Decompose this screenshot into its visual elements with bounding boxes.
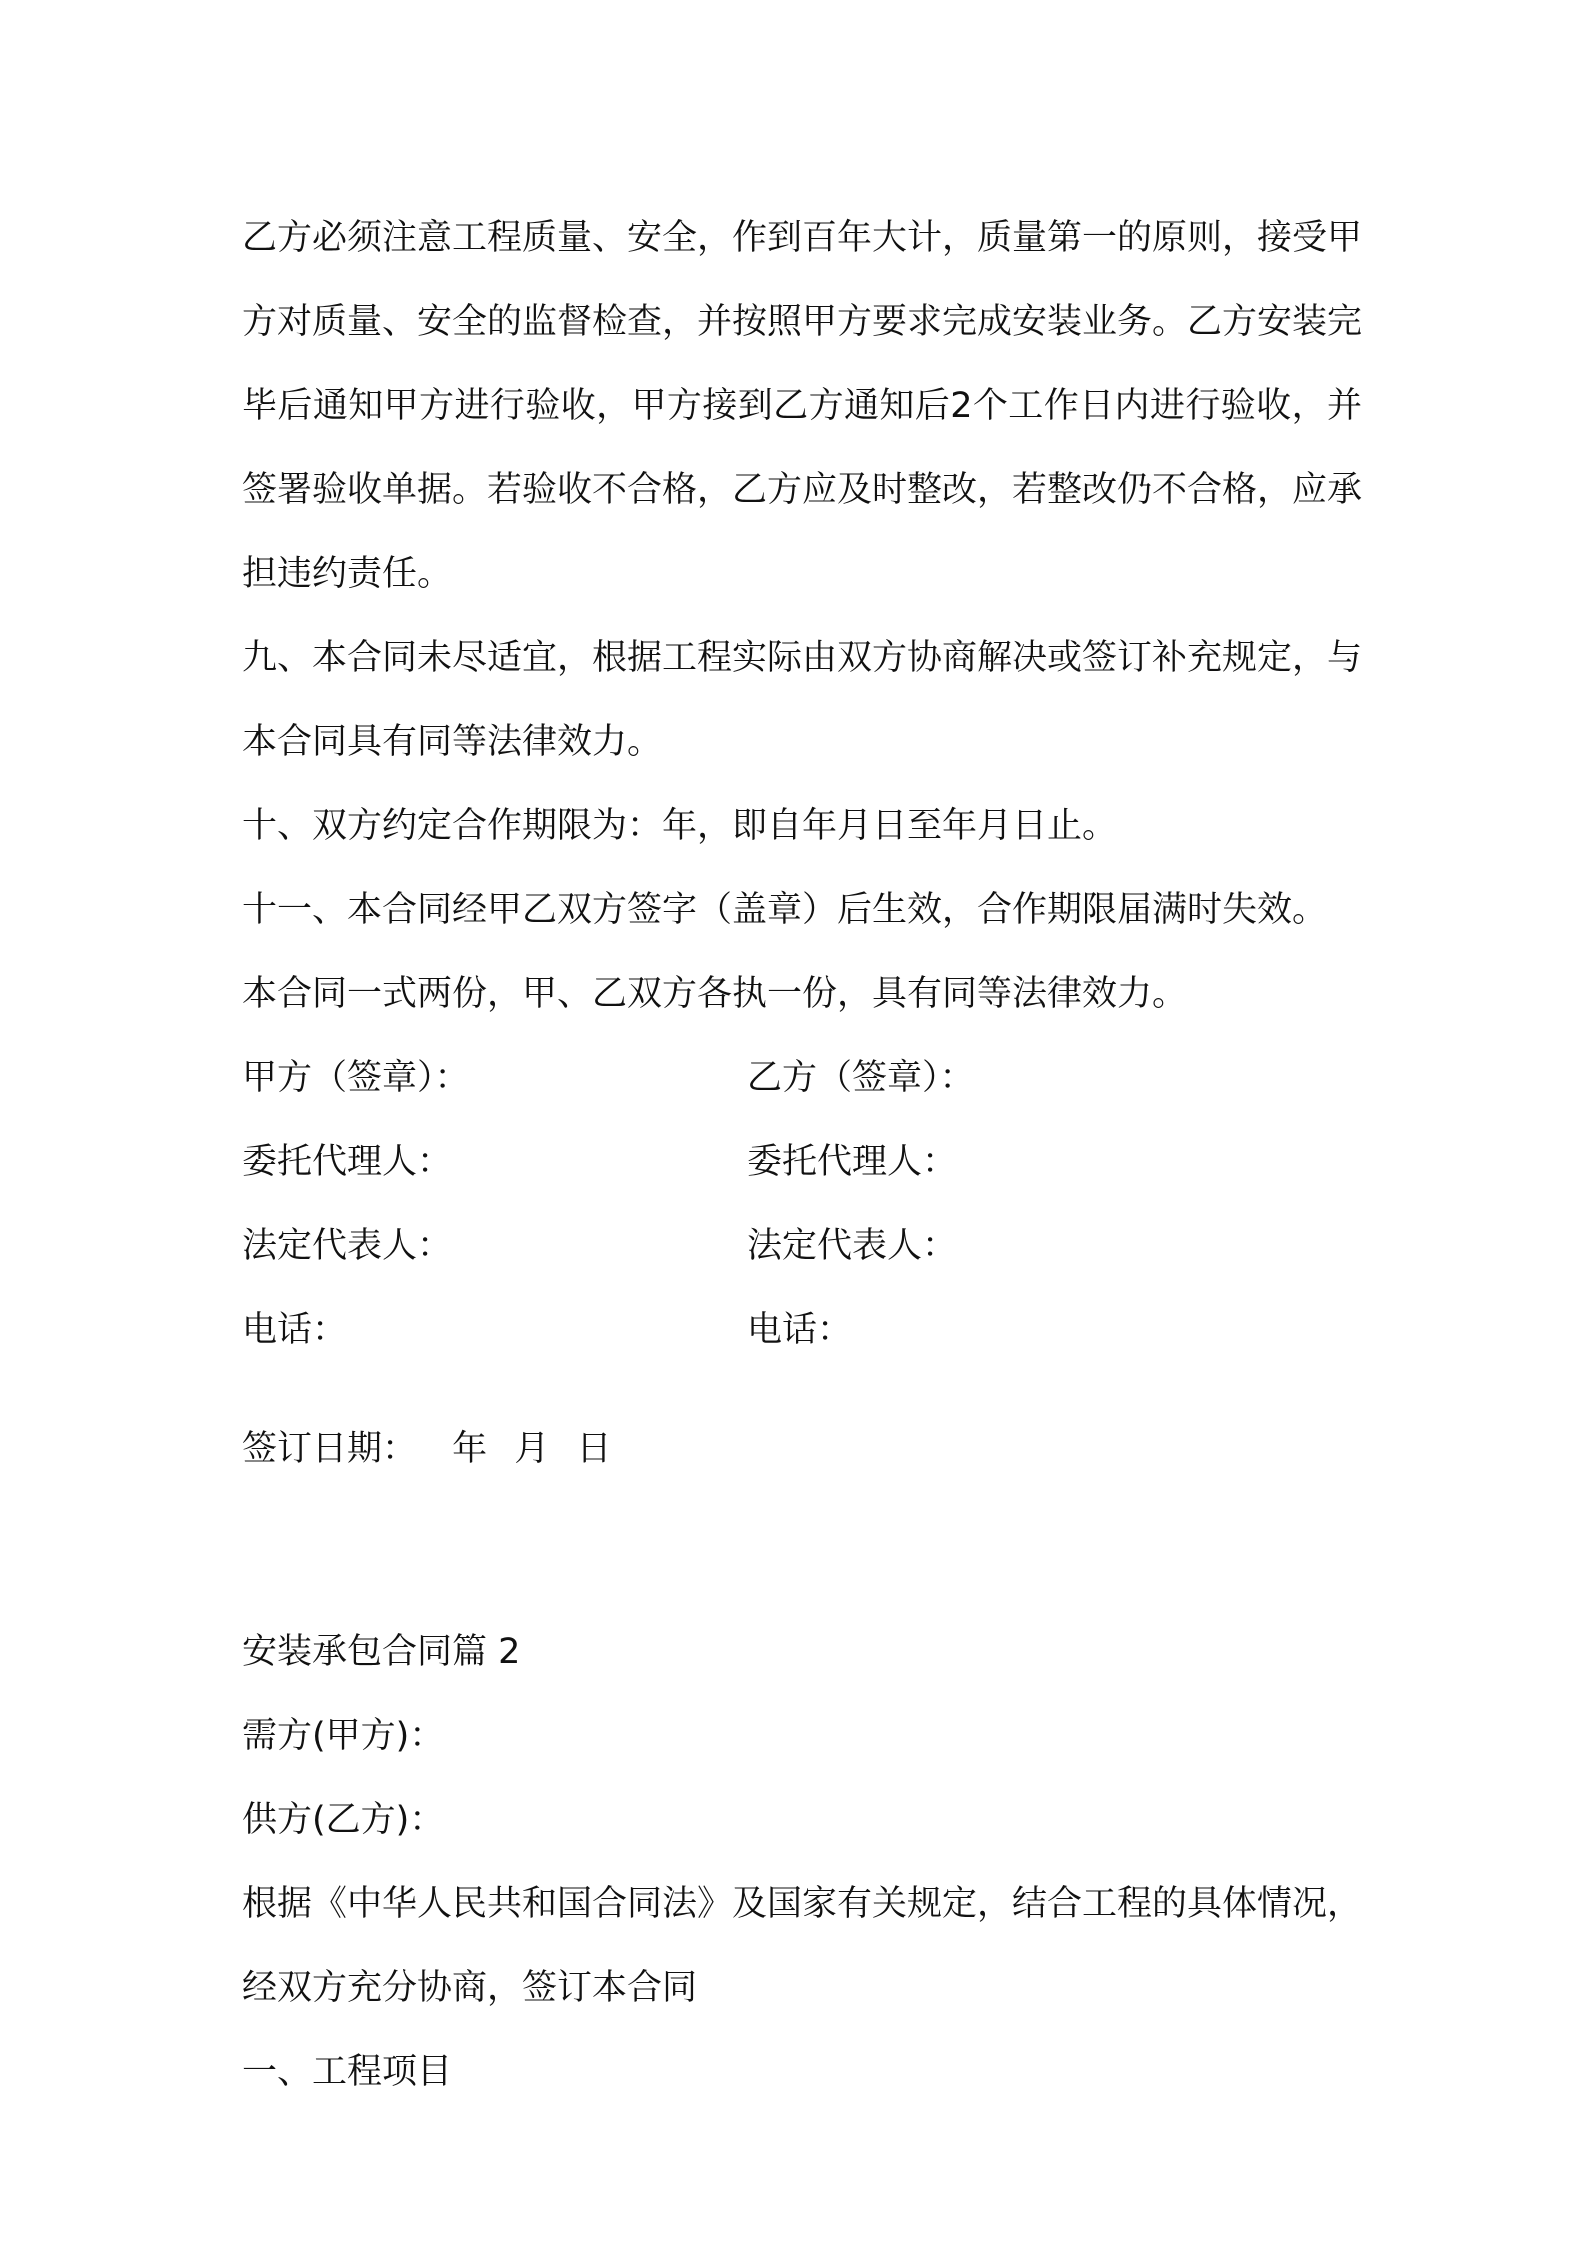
quality-paragraph: 乙方必须注意工程质量、安全，作到百年大计，质量第一的原则，接受甲方对质量、安全的监督检查，并按照甲方要求完成安装业务。乙方安装完毕后通知甲方进行验收，甲方接到乙方通知后2个工作日内进行验收，并签署验收单据。若验收不合格，乙方应及时整改，若整改仍不合格，应承担违约责任。 xyxy=(242,218,1363,594)
party-a-seal-label: 甲方（签章）： xyxy=(242,1058,470,1098)
section-2-title: 安装承包合同篇 2 xyxy=(242,1632,521,1672)
copies-statement: 本合同一式两份，甲、乙双方各执一份，具有同等法律效力。 xyxy=(242,974,1188,1014)
signing-date-month: 月 xyxy=(514,1429,550,1469)
party-a-agent-label: 委托代理人： xyxy=(242,1142,453,1182)
clause-11: 十一、本合同经甲乙双方签字（盖章）后生效，合作期限届满时失效。 xyxy=(242,890,1328,930)
supplier-label: 供方(乙方)： xyxy=(242,1800,445,1840)
section-spacer xyxy=(242,1526,1362,1610)
signing-date-label: 签订日期： xyxy=(242,1429,418,1469)
party-b-phone-label: 电话： xyxy=(747,1310,853,1350)
party-a-representative-label: 法定代表人： xyxy=(242,1226,453,1266)
section-2-intro: 根据《中华人民共和国合同法》及国家有关规定，结合工程的具体情况，经双方充分协商，签订本合同 xyxy=(242,1884,1363,2008)
signature-row-seal xyxy=(242,1036,1362,1120)
item-1-heading: 一、工程项目 xyxy=(242,2052,453,2092)
signing-date xyxy=(242,1407,1362,1491)
buyer-label: 需方(甲方)： xyxy=(242,1716,445,1756)
party-b-agent-label: 委托代理人： xyxy=(747,1142,958,1182)
signature-row-agent xyxy=(242,1120,1362,1204)
party-b-representative-label: 法定代表人： xyxy=(747,1226,958,1266)
signing-date-day: 日 xyxy=(576,1429,612,1469)
clause-9: 九、本合同未尽适宜，根据工程实际由双方协商解决或签订补充规定，与本合同具有同等法律效力。 xyxy=(242,638,1363,762)
signature-row-phone xyxy=(242,1288,1362,1372)
signing-date-year: 年 xyxy=(452,1429,488,1469)
party-a-phone-label: 电话： xyxy=(242,1310,348,1350)
clause-10: 十、双方约定合作期限为：年，即自年月日至年月日止。 xyxy=(242,806,1118,846)
document-body xyxy=(242,196,1362,2114)
signature-row-representative xyxy=(242,1204,1362,1288)
party-b-seal-label: 乙方（签章）： xyxy=(747,1058,975,1098)
